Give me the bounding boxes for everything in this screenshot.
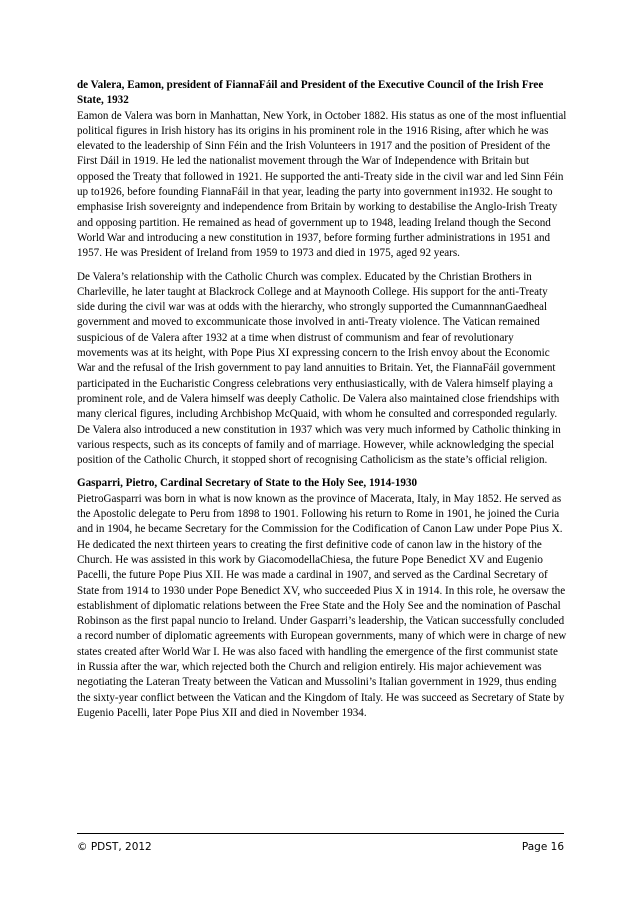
entry-paragraph: De Valera’s relationship with the Catholic Church was complex. Educated by the Christian Brothers in Charleville, he later taught at Blackrock College and at Maynooth College. His support for the anti-Treaty side during the civil war was at odds with the hierarchy, who strongly supported the CumannnanGaedheal government and moved to excommunicate those involved in anti-Treaty violence. The Vatican remained suspicious of de Valera after 1932 at a time when distrust of communism and fear of revolutionary movements was at its height, with Pope Pius XI expressing concern to the Irish envoy about the Economic War and the refusal of the Irish government to pay land annuities to Britain. Yet, the FiannaFáil government participated in the Eucharistic Congress celebrations very enthusiastically, with de Valera himself playing a prominent role, and de Valera himself was deeply Catholic. De Valera also maintained close friendships with many clerical figures, including Archbishop McQuaid, with whom he consulted and corresponded regularly. De Valera also introduced a new constitution in 1937 which was very much informed by Catholic thinking in various respects, such as its concepts of family and of marriage. However, while acknowledging the special position of the Catholic Church, it stopped short of recognising Catholicism as the state’s official religion. [77, 270, 561, 467]
footer-page-number: Page 16 [521, 841, 564, 853]
entry-heading: de Valera, Eamon, president of FiannaFáil and President of the Executive Council of the Irish Free State, 1932 [77, 79, 544, 107]
footer-copyright: © PDST, 2012 [77, 841, 152, 853]
entry-heading: Gasparri, Pietro, Cardinal Secretary of State to the Holy See, 1914-1930 [77, 477, 418, 490]
entry-paragraph: Eamon de Valera was born in Manhattan, New York, in October 1882. His status as one of the most influential political figures in Irish history has its origins in his prominent role in the 1916 Rising, after which he was elevated to the leadership of Sinn Féin and the Irish Volunteers in 1917 and the position of President of the First Dáil in 1919. He led the nationalist movement through the War of Independence with Britain but opposed the Treaty that followed in 1921. He supported the anti-Treaty side in the civil war and led Sinn Féin up to1926, before founding FiannaFáil in that year, leading the party into government in1932. He sought to emphasise Irish sovereignty and independence from Britain by working to destabilise the Anglo-Irish Treaty and opposing partition. He remained as head of government up to 1948, leading Ireland though the Second World War and introducing a new constitution in 1937, before forming further administrations in 1951 and 1957. He was President of Ireland from 1959 to 1973 and died in 1975, aged 92 years. [77, 109, 567, 260]
entry-paragraph: PietroGasparri was born in what is now known as the province of Macerata, Italy, in May 1852. He served as the Apostolic delegate to Peru from 1898 to 1901. Following his return to Rome in 1901, he joined the Curia and in 1904, he became Secretary for the Commission for the Codification of Canon Law under Pope Pius X. He dedicated the next thirteen years to creating the first definitive code of canon law in the history of the Church. He was assisted in this work by GiacomodellaChiesa, the future Pope Benedict XV and Eugenio Pacelli, the future Pope Pius XII. He was made a cardinal in 1907, and served as the Cardinal Secretary of State from 1914 to 1930 under Pope Benedict XV, who succeeded Pius X in 1914. In this role, he oversaw the establishment of diplomatic relations between the Free State and the Holy See and the nomination of Paschal Robinson as the first papal nuncio to Ireland. Under Gasparri’s leadership, the Vatican successfully concluded a record number of diplomatic agreements with European governments, many of which were in charge of new states created after World War I. He was also faced with handling the emergence of the first communist state in Russia after the war, which rejected both the Church and religion entirely. His major achievement was negotiating the Lateran Treaty between the Vatican and Mussolini’s Italian government in 1929, thus ending the sixty-year conflict between the Vatican and the Kingdom of Italy. He was succeed as Secretary of State by Eugenio Pacelli, later Pope Pius XII and died in November 1934. [77, 492, 567, 719]
entry-gasparri [77, 476, 567, 721]
document-body [77, 78, 567, 838]
entry-de-valera [77, 78, 567, 468]
page-footer [77, 833, 564, 854]
